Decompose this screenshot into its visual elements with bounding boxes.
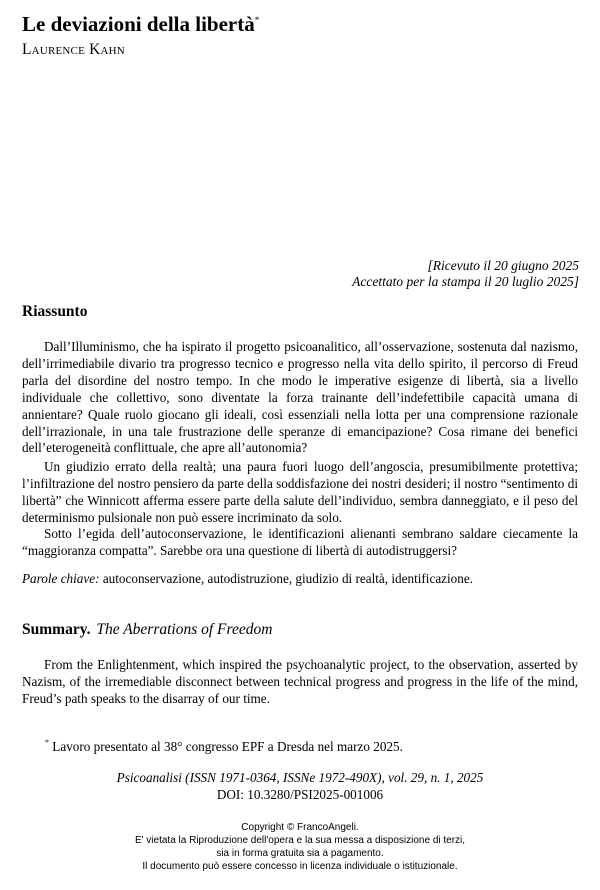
riassunto-paragraph: Un giudizio errato della realtà; una paura fuori luogo dell’angoscia, presumibilmente protettiva; l’infiltrazione del nostro pensiero da parte della soddisfazione dei nostri desideri; il nostro “sentimento di libertà” che Winnicott afferma essere parte della salute dell’individuo, sembra danneggiato, e il peso del determinismo pulsionale non può essere incriminato da solo. xyxy=(22,459,578,525)
summary-paragraph: From the Enlightenment, which inspired the psychoanalytic project, to the observation, asserted by Nazism, of the irremediable disconnect between technical progress and progress in the life of the mind, Freud’s path speaks to the disarray of our time. xyxy=(22,657,578,706)
footnote-marker: * xyxy=(45,738,49,747)
riassunto-heading: Riassunto xyxy=(22,303,88,320)
riassunto-paragraph: Sotto l’egida dell’autoconservazione, le identificazioni alienanti sembrano saldare ciecamente la “maggioranza compatta”. Sarebbe ora una questione di libertà di autodistruggersi? xyxy=(22,526,578,558)
received-date: [Ricevuto il 20 giugno 2025 xyxy=(427,258,579,273)
author-name: Laurence Kahn xyxy=(22,41,125,58)
keywords-label: Parole chiave: xyxy=(22,571,100,586)
copyright-line: sia in forma gratuita sia a pagamento. xyxy=(216,848,384,859)
riassunto-paragraph: Dall’Illuminismo, che ha ispirato il progetto psicoanalitico, all’osservazione, sostenuta dal nazismo, dell’irrimediabile divario tra progresso tecnico e progresso nella vita dello spirito, il percorso di Freud parla del disordine del nostro tempo. In che modo le imperative esigenze di libertà, sia a livello individuale che collettivo, sono diventate la forza trainante dell’indefettibile capacità umana di annientare? Quale ruolo giocano gli ideali, così essenziali nella lotta per una comprensione razionale dell’irrazionale, in una tale frustrazione delle speranze di emancipazione? Cosa rimane dei benefici dell’eterogeneità conflittuale, che apre all’autonomia? xyxy=(22,339,578,456)
keywords xyxy=(22,571,473,587)
copyright-line: Il documento può essere concesso in licenza individuale o istituzionale. xyxy=(142,861,458,872)
title-footnote-marker: * xyxy=(254,15,260,25)
accepted-date: Accettato per la stampa il 20 luglio 2025] xyxy=(352,274,579,289)
article-title xyxy=(22,12,259,37)
footnote-text: Lavoro presentato al 38° congresso EPF a Dresda nel marzo 2025. xyxy=(52,739,403,754)
summary-heading xyxy=(22,621,272,639)
summary-subtitle: The Aberrations of Freedom xyxy=(96,621,273,638)
journal-citation: Psicoanalisi (ISSN 1971-0364, ISSNe 1972-490X), vol. 29, n. 1, 2025 xyxy=(116,770,484,785)
copyright-line: Copyright © FrancoAngeli. xyxy=(241,822,359,833)
summary-heading-label: Summary. xyxy=(22,621,91,638)
doi: DOI: 10.3280/PSI2025-001006 xyxy=(216,787,384,802)
keywords-list: autoconservazione, autodistruzione, giudizio di realtà, identificazione. xyxy=(102,571,474,586)
copyright-line: E' vietata la Riproduzione dell'opera e la sua messa a disposizione di terzi, xyxy=(134,835,466,846)
article-title-text: Le deviazioni della libertà xyxy=(22,12,255,36)
footnote xyxy=(45,739,403,755)
